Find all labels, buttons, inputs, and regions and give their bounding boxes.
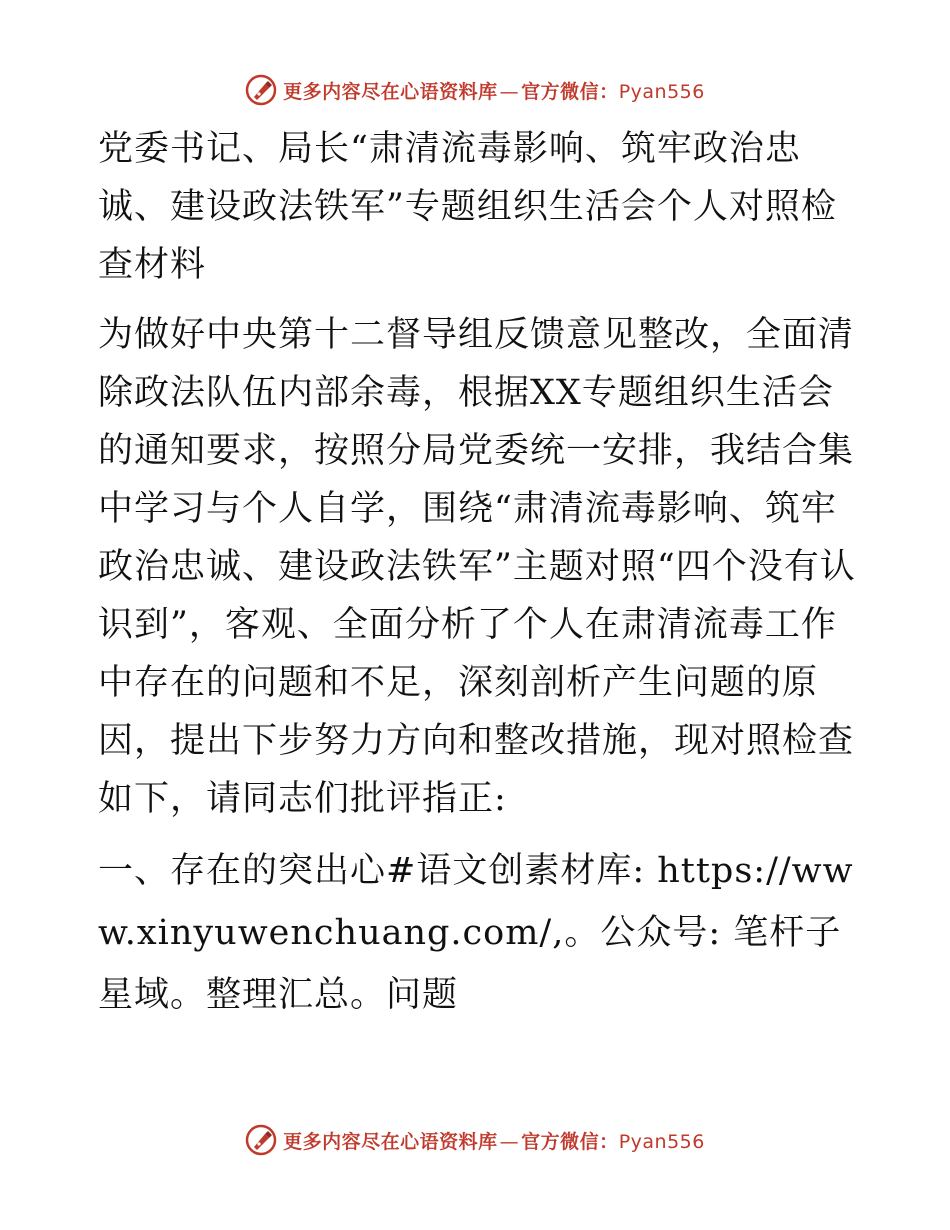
section-heading: 一、存在的突出心#语文创素材库: https://www.xinyuwenchuang.com/,。公众号: 笔杆子星域。整理汇总。问题 <box>98 851 854 1015</box>
banner-main-text: 更多内容尽在心语资料库 <box>283 1130 498 1153</box>
footer-banner-text <box>283 1127 705 1154</box>
header-banner-text <box>283 77 705 104</box>
fountain-pen-logo-icon <box>245 74 277 106</box>
banner-wechat-label: 官方微信： <box>521 80 619 103</box>
banner-wechat-id: Pyan556 <box>618 80 705 103</box>
banner-dash: — <box>499 80 520 103</box>
banner-wechat-label: 官方微信： <box>521 1130 619 1153</box>
header-banner <box>0 70 950 110</box>
footer-banner <box>0 1120 950 1160</box>
document-body <box>98 120 858 1026</box>
banner-dash: — <box>499 1130 520 1153</box>
fountain-pen-logo-icon <box>245 1124 277 1156</box>
banner-wechat-id: Pyan556 <box>618 1130 705 1153</box>
intro-paragraph: 为做好中央第十二督导组反馈意见整改，全面清除政法队伍内部余毒，根据XX专题组织生活会的通知要求，按照分局党委统一安排，我结合集中学习与个人自学，围绕“肃清流毒影响、筑牢政治忠诚、建设政法铁军”主题对照“四个没有认识到”，客观、全面分析了个人在肃清流毒工作中存在的问题和不足，深刻剖析产生问题的原因，提出下步努力方向和整改措施，现对照检查如下，请同志们批评指正: <box>98 315 856 819</box>
banner-main-text: 更多内容尽在心语资料库 <box>283 80 498 103</box>
document-title: 党委书记、局长“肃清流毒影响、筑牢政治忠诚、建设政法铁军”专题组织生活会个人对照检查材料 <box>98 129 837 285</box>
